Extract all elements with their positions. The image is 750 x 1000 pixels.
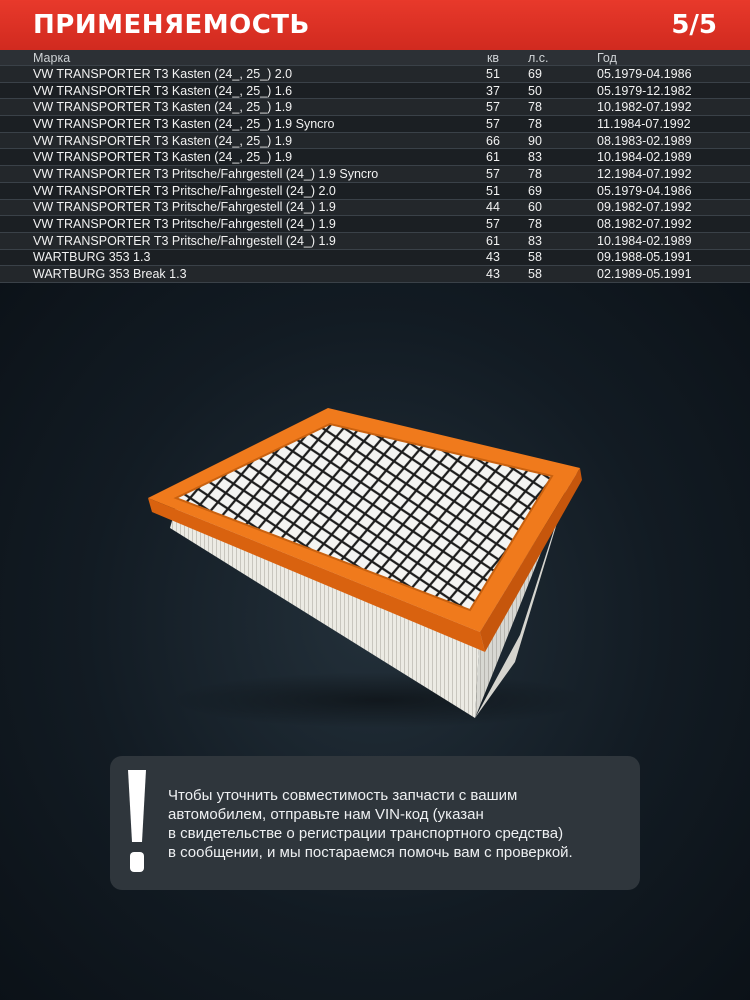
column-header-year: Год <box>597 50 617 65</box>
cell-brand: VW TRANSPORTER T3 Kasten (24_, 25_) 1.6 <box>33 83 293 98</box>
cell-hp: 78 <box>528 217 542 232</box>
cell-brand: VW TRANSPORTER T3 Kasten (24_, 25_) 1.9 Syncro <box>33 116 335 131</box>
cell-year: 08.1982-07.1992 <box>597 217 692 232</box>
table-row <box>0 200 750 217</box>
cell-hp: 78 <box>528 166 542 181</box>
table-row <box>0 149 750 166</box>
table-row <box>0 183 750 200</box>
cell-year: 02.1989-05.1991 <box>597 267 692 282</box>
cell-kw: 61 <box>486 233 500 248</box>
page-title: ПРИМЕНЯЕМОСТЬ <box>33 10 310 40</box>
column-header-brand: Марка <box>33 50 71 65</box>
cell-hp: 50 <box>528 83 542 98</box>
cell-year: 09.1988-05.1991 <box>597 250 692 265</box>
cell-hp: 58 <box>528 267 542 282</box>
notice-text <box>168 786 638 862</box>
cell-year: 05.1979-12.1982 <box>597 83 692 98</box>
column-header-hp: л.с. <box>528 50 549 65</box>
cell-brand: WARTBURG 353 1.3 <box>33 250 151 265</box>
table-row <box>0 166 750 183</box>
cell-kw: 57 <box>486 116 500 131</box>
page-header <box>0 0 750 50</box>
cell-kw: 51 <box>486 66 500 81</box>
cell-year: 09.1982-07.1992 <box>597 200 692 215</box>
cell-year: 11.1984-07.1992 <box>597 116 691 131</box>
column-header-kw: кв <box>486 50 500 65</box>
applicability-table <box>0 50 750 283</box>
cell-hp: 60 <box>528 200 542 215</box>
cell-brand: WARTBURG 353 Break 1.3 <box>33 267 187 282</box>
table-row <box>0 133 750 150</box>
cell-hp: 83 <box>528 150 542 165</box>
table-row <box>0 233 750 250</box>
cell-brand: VW TRANSPORTER T3 Pritsche/Fahrgestell (24_) 2.0 <box>33 183 336 198</box>
notice-line: автомобилем, отправьте нам VIN-код (указан <box>168 806 484 823</box>
table-row <box>0 83 750 100</box>
cell-year: 08.1983-02.1989 <box>597 133 692 148</box>
cell-year: 10.1984-02.1989 <box>597 233 692 248</box>
cell-hp: 69 <box>528 183 542 198</box>
cell-brand: VW TRANSPORTER T3 Pritsche/Fahrgestell (24_) 1.9 Syncro <box>33 166 379 181</box>
table-row <box>0 266 750 283</box>
notice-line: Чтобы уточнить совместимость запчасти с вашим <box>168 787 518 804</box>
cell-hp: 58 <box>528 250 542 265</box>
page-counter: 5/5 <box>671 10 717 40</box>
cell-year: 05.1979-04.1986 <box>597 66 692 81</box>
cell-brand: VW TRANSPORTER T3 Pritsche/Fahrgestell (24_) 1.9 <box>33 217 336 232</box>
table-header-row <box>0 50 750 66</box>
table-row <box>0 99 750 116</box>
cell-brand: VW TRANSPORTER T3 Kasten (24_, 25_) 1.9 <box>33 133 293 148</box>
cell-brand: VW TRANSPORTER T3 Pritsche/Fahrgestell (24_) 1.9 <box>33 200 336 215</box>
cell-kw: 51 <box>486 183 500 198</box>
cell-brand: VW TRANSPORTER T3 Kasten (24_, 25_) 2.0 <box>33 66 293 81</box>
cell-hp: 78 <box>528 100 542 115</box>
cell-hp: 83 <box>528 233 542 248</box>
table-row <box>0 116 750 133</box>
cell-kw: 57 <box>486 100 500 115</box>
cell-year: 10.1984-02.1989 <box>597 150 692 165</box>
notice-line: в свидетельстве о регистрации транспортного средства) <box>168 825 564 842</box>
cell-kw: 37 <box>486 83 500 98</box>
cell-kw: 43 <box>486 267 500 282</box>
cell-kw: 44 <box>486 200 500 215</box>
cell-kw: 43 <box>486 250 500 265</box>
air-filter-image <box>140 400 600 730</box>
cell-kw: 61 <box>486 150 500 165</box>
exclamation-icon <box>124 770 150 874</box>
cell-year: 12.1984-07.1992 <box>597 166 692 181</box>
cell-brand: VW TRANSPORTER T3 Pritsche/Fahrgestell (24_) 1.9 <box>33 233 336 248</box>
cell-year: 05.1979-04.1986 <box>597 183 692 198</box>
cell-hp: 78 <box>528 116 542 131</box>
table-row <box>0 250 750 267</box>
table-row <box>0 66 750 83</box>
cell-hp: 69 <box>528 66 542 81</box>
cell-hp: 90 <box>528 133 542 148</box>
cell-kw: 57 <box>486 166 500 181</box>
cell-brand: VW TRANSPORTER T3 Kasten (24_, 25_) 1.9 <box>33 100 293 115</box>
cell-kw: 57 <box>486 217 500 232</box>
table-row <box>0 216 750 233</box>
cell-kw: 66 <box>486 133 500 148</box>
cell-brand: VW TRANSPORTER T3 Kasten (24_, 25_) 1.9 <box>33 150 293 165</box>
notice-line: в сообщении, и мы постараемся помочь вам с проверкой. <box>168 844 573 861</box>
cell-year: 10.1982-07.1992 <box>597 100 692 115</box>
